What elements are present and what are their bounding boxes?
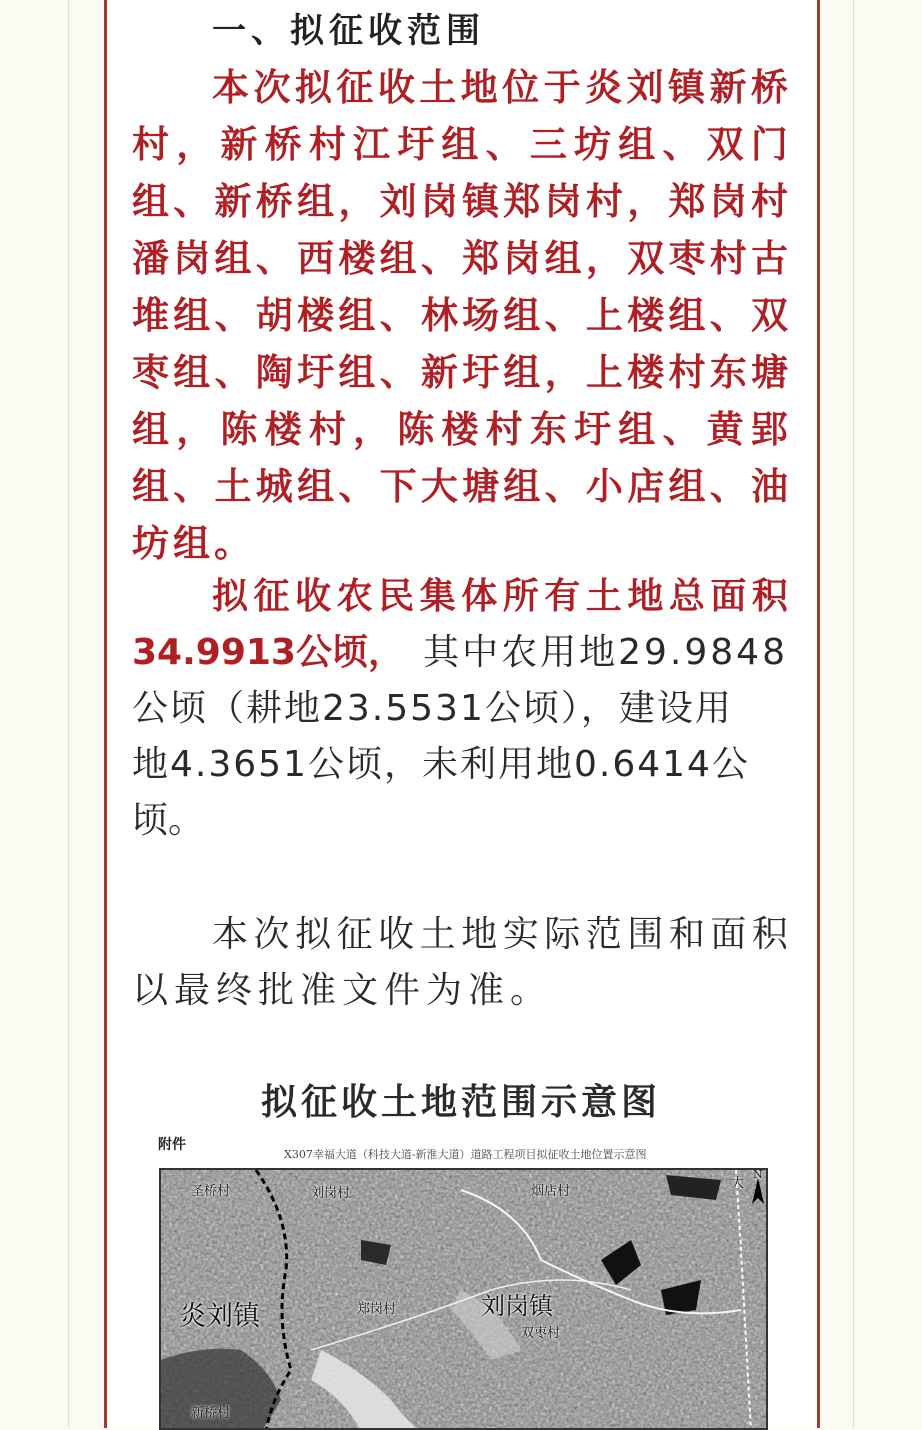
glyph: 地 [627, 576, 664, 617]
glyph: 际 [544, 914, 581, 955]
land-map [154, 1130, 768, 1430]
map-caption: 拟征收土地范围示意图 [260, 1082, 661, 1123]
scope-line: 组 ， 陈 楼 村 ， 陈 楼 村 东 圩 组 、 黄 郢 [132, 407, 788, 451]
glyph: 实 [502, 914, 539, 955]
glyph: 收 [295, 576, 332, 617]
map-place-yandian: 烟店村 [531, 1184, 571, 1199]
scope-line: 组 、 土 城 组 、 下 大 塘 组 、 小 店 组 、 油 [132, 464, 788, 508]
area-line-2 [132, 621, 788, 678]
map-place-yanliu: 炎刘镇 [179, 1301, 260, 1332]
attachment-label: 附件 [158, 1137, 186, 1153]
glyph: 地 [461, 914, 498, 955]
area-line-4: 地4.3651公顷，未利用地0.6414公 [132, 744, 750, 785]
glyph: 和 [668, 914, 705, 955]
glyph: 有 [544, 576, 581, 617]
glyph: 面 [710, 914, 747, 955]
glyph: 集 [419, 576, 456, 617]
glyph: 民 [378, 576, 415, 617]
scope-line: 坊 组 。 [132, 521, 255, 565]
glyph: 本 [212, 914, 249, 955]
section-heading: 一、拟征收范围 [212, 11, 485, 51]
map-place-xinqiao: 新桥村 [191, 1406, 231, 1421]
farmland-area: 其中农用地29.9848 [423, 632, 788, 673]
satellite-map [159, 1168, 768, 1430]
scope-line: 组 、 新 桥 组 ， 刘 岗 镇 郑 岗 村 ， 郑 岗 村 [132, 179, 788, 223]
article-body [132, 0, 788, 568]
glyph: 范 [585, 914, 622, 955]
scope-line: 潘 岗 组 、 西 楼 组 、 郑 岗 组 ， 双 枣 村 古 [132, 236, 788, 280]
scope-line: 村 ， 新 桥 村 江 圩 组 、 三 坊 组 、 双 门 [132, 122, 788, 166]
area-line-1 [132, 565, 788, 622]
area-line-5: 顷。 [132, 800, 205, 841]
scope-line: 堆 组 、 胡 楼 组 、 林 场 组 、 上 楼 组 、 双 [132, 293, 788, 337]
glyph: 次 [253, 914, 290, 955]
glyph: 土 [585, 576, 622, 617]
total-area: 34.9913公顷， [132, 632, 404, 673]
scope-line: 本 次 拟 征 收 土 地 位 于 炎 刘 镇 新 桥 [212, 65, 788, 109]
map-place-da: 大 [731, 1176, 745, 1191]
scope-paragraph [132, 55, 788, 568]
note-line-2: 以最终批准文件为准。 [132, 970, 553, 1011]
glyph: 围 [627, 914, 664, 955]
note-line-1 [132, 903, 788, 960]
glyph: 总 [668, 576, 705, 617]
map-place-liugang: 刘岗镇 [481, 1292, 553, 1320]
map-place-liucun: 刘岗村 [311, 1186, 351, 1201]
map-place-shuangzao: 双枣村 [521, 1326, 561, 1341]
glyph: 征 [336, 914, 373, 955]
area-line-3: 公顷（耕地23.5531公顷），建设用 [132, 688, 733, 729]
glyph: 所 [502, 576, 539, 617]
glyph: 土 [419, 914, 456, 955]
glyph: 体 [461, 576, 498, 617]
map-place-zhangqiao: 圣桥村 [191, 1184, 231, 1199]
map-place-zhenggang: 郑岗村 [357, 1302, 397, 1317]
glyph: 拟 [295, 914, 332, 955]
glyph: 积 [751, 576, 788, 617]
glyph: 农 [336, 576, 373, 617]
map-north-label: N [753, 1168, 763, 1181]
scope-line: 枣 组 、 陶 圩 组 、 新 圩 组 ， 上 楼 村 东 塘 [132, 350, 788, 394]
map-title: X307幸福大道（科技大道-新淮大道）道路工程项目拟征收土地位置示意图 [284, 1148, 647, 1161]
glyph: 征 [253, 576, 290, 617]
glyph: 积 [751, 914, 788, 955]
glyph: 面 [710, 576, 747, 617]
glyph: 拟 [212, 576, 249, 617]
glyph: 收 [378, 914, 415, 955]
